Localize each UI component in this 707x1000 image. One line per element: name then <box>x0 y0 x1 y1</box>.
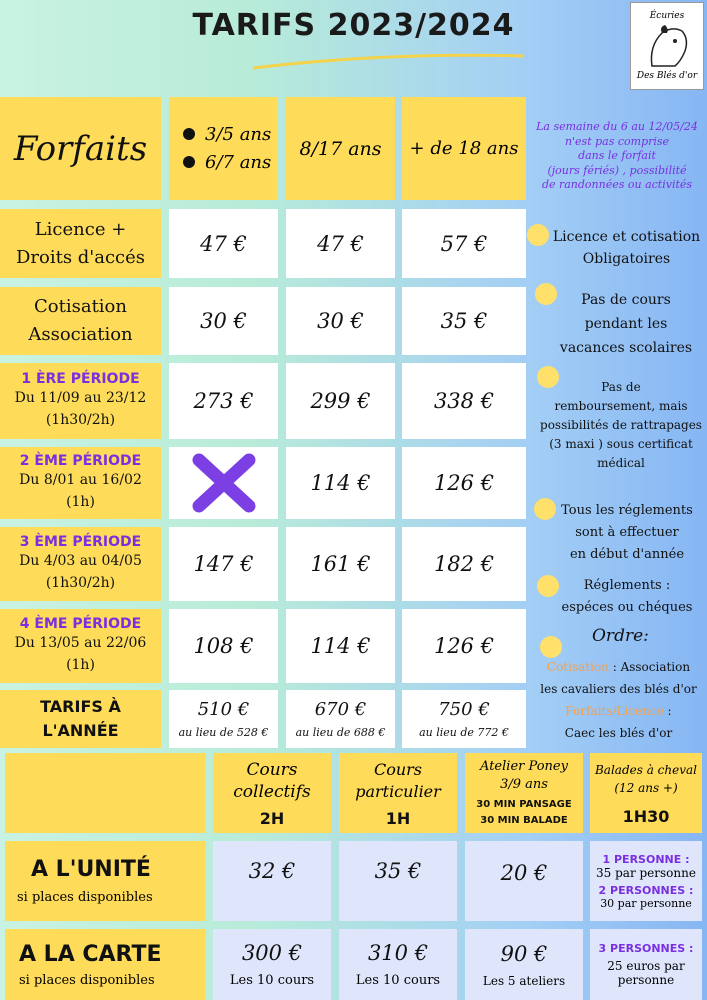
cotisation-label <box>0 287 161 355</box>
balade-title: 1 PERSONNE : <box>602 852 690 866</box>
course-header-line: (12 ans +) <box>614 780 678 795</box>
card-detail: Les 10 cours <box>355 973 441 988</box>
note-line: sont à effectuer <box>575 525 679 540</box>
top-note-line: La semaine du 6 au 12/05/24 <box>536 120 698 133</box>
title-underline <box>248 50 528 74</box>
card-price-collectifs <box>213 929 331 1000</box>
price: 299 € <box>310 389 371 413</box>
bullet-dot-icon <box>540 636 562 658</box>
unit-price-collectifs <box>213 841 331 921</box>
period-1-price-3 <box>402 363 526 439</box>
card-subtitle: si places disponibles <box>19 972 155 988</box>
annual-price-2 <box>286 690 395 748</box>
top-note <box>527 120 707 193</box>
note-line: Pas de cours <box>581 292 671 308</box>
original-price: au lieu de 688 € <box>295 726 386 739</box>
note-line: Obligatoires <box>582 251 671 267</box>
period-2-price-3 <box>402 447 526 519</box>
unit-price-balades <box>590 841 702 921</box>
licence-price-2 <box>286 209 395 278</box>
order-cotisation-line2: les cavaliers des blés d'or <box>540 682 697 696</box>
course-header-particulier <box>339 753 457 833</box>
age-group-2 <box>286 97 395 200</box>
side-note-1 <box>546 226 707 270</box>
price: 338 € <box>433 389 495 413</box>
unit-label <box>5 841 205 921</box>
cotisation-price-2 <box>286 287 395 355</box>
note-line: Réglements : <box>583 578 671 593</box>
price: 108 € <box>193 634 254 658</box>
original-price: au lieu de 772 € <box>419 726 509 739</box>
course-header-line: 30 MIN BALADE <box>480 814 568 826</box>
price: 30 € <box>317 309 364 333</box>
period-dates: Du 11/09 au 23/12 <box>14 390 147 406</box>
course-header-line: Cours <box>373 759 423 779</box>
cross-icon <box>189 452 259 514</box>
original-price: au lieu de 528 € <box>178 726 269 739</box>
top-note-line: dans le forfait <box>578 149 656 162</box>
note-line: espéces ou chéques <box>561 600 693 615</box>
price: 20 € <box>500 861 548 885</box>
card-price-atelier <box>465 929 583 1000</box>
licence-label <box>0 209 161 278</box>
bullet-icon <box>183 156 195 168</box>
cotisation-price-3 <box>402 287 526 355</box>
price: 35 € <box>374 859 422 883</box>
cotisation-price-1 <box>169 287 278 355</box>
unit-price-particulier <box>339 841 457 921</box>
course-header-line: 30 MIN PANSAGE <box>476 798 572 810</box>
licence-price-3 <box>402 209 526 278</box>
course-header-atelier <box>465 753 583 833</box>
price: 310 € <box>367 941 429 965</box>
price: 126 € <box>433 471 495 495</box>
age-group-1 <box>169 97 278 200</box>
unit-title: A L'UNITÉ <box>31 857 151 882</box>
course-header-balades <box>590 753 702 833</box>
licence-label-line1: Licence + <box>34 218 127 240</box>
annual-label-line2: L'ANNÉE <box>42 721 119 740</box>
note-line: en début d'année <box>569 547 685 562</box>
note-line: (3 maxi ) sous certificat <box>549 437 693 451</box>
period-3-price-3 <box>402 527 526 601</box>
card-price-particulier <box>339 929 457 1000</box>
balade-title: 3 PERSONNES : <box>598 942 694 955</box>
period-1-price-1 <box>169 363 278 439</box>
period-4-label <box>0 609 161 683</box>
period-3-price-2 <box>286 527 395 601</box>
annual-price-1 <box>169 690 278 748</box>
order-cotisation-label: Cotisation <box>546 660 609 674</box>
annual-label-line1: TARIFS À <box>40 697 121 716</box>
price: 510 € <box>197 699 250 720</box>
bullet-icon <box>183 128 195 140</box>
forfaits-header <box>0 97 161 200</box>
logo-text-top: Écuries <box>649 11 685 21</box>
period-1-label <box>0 363 161 439</box>
note-line: vacances scolaires <box>559 340 693 356</box>
course-header-duration: 1H <box>385 808 411 828</box>
price: 161 € <box>310 552 371 576</box>
side-note-3 <box>535 378 707 473</box>
unit-subtitle: si places disponibles <box>17 890 153 905</box>
side-note-4 <box>557 500 697 566</box>
price: 90 € <box>500 941 548 966</box>
card-detail: Les 5 ateliers <box>482 973 566 988</box>
period-title: 2 ÈME PÉRIODE <box>19 453 142 469</box>
note-line: Licence et cotisation <box>552 229 701 245</box>
period-4-price-1 <box>169 609 278 683</box>
age-group-1a: 3/5 ans <box>205 123 272 145</box>
top-note-line: n'est pas comprise <box>564 134 670 148</box>
price: 57 € <box>440 231 488 256</box>
period-duration: (1h) <box>66 657 95 673</box>
course-header-line: Atelier Poney <box>480 758 568 774</box>
top-note-line: (jours fériés) , possibilité <box>547 163 687 177</box>
age-group-2-label: 8/17 ans <box>299 137 382 160</box>
card-title: A LA CARTE <box>19 941 162 967</box>
unit-price-atelier <box>465 841 583 921</box>
period-2-price-2 <box>286 447 395 519</box>
period-dates: Du 4/03 au 04/05 <box>19 553 142 569</box>
note-line: pendant les <box>584 316 668 332</box>
period-title: 4 ÈME PÉRIODE <box>19 616 142 632</box>
order-block <box>530 656 707 744</box>
card-price-balades <box>590 929 702 1000</box>
period-4-price-2 <box>286 609 395 683</box>
price: 126 € <box>433 634 495 658</box>
price: 47 € <box>317 231 364 256</box>
period-title: 1 ÈRE PÉRIODE <box>21 371 140 387</box>
age-group-3-label: + de 18 ans <box>409 138 519 159</box>
price: 273 € <box>193 389 254 413</box>
card-detail: Les 10 cours <box>229 973 315 988</box>
period-1-price-2 <box>286 363 395 439</box>
order-forfaits-text: : <box>663 704 672 718</box>
note-line: possibilités de rattrapages <box>540 418 702 432</box>
price: 114 € <box>310 471 371 495</box>
cotisation-label-line2: Association <box>28 324 133 345</box>
balade-text: 35 par personne <box>596 865 696 880</box>
logo <box>630 2 704 90</box>
period-2-price-1 <box>169 447 278 519</box>
order-forfaits-label: Forfaits/Licence <box>565 704 664 718</box>
note-line: remboursement, mais <box>554 399 688 413</box>
price: 114 € <box>310 634 371 658</box>
balade-text: 30 par personne <box>600 896 692 910</box>
card-label <box>5 929 205 1000</box>
period-duration: (1h) <box>66 494 95 510</box>
note-line: Tous les réglements <box>561 503 693 518</box>
period-4-price-3 <box>402 609 526 683</box>
course-header-line: collectifs <box>233 781 311 802</box>
period-2-label <box>0 447 161 519</box>
side-note-2 <box>556 288 696 360</box>
price: 300 € <box>241 941 303 965</box>
forfaits-title: Forfaits <box>13 128 148 169</box>
licence-label-line2: Droits d'accés <box>15 246 146 268</box>
period-dates: Du 8/01 au 16/02 <box>19 472 142 488</box>
course-header-line: 3/9 ans <box>500 776 548 792</box>
course-header-line: Balades à cheval <box>594 762 697 777</box>
top-note-line: de randonnées ou activités <box>541 178 693 191</box>
price: 47 € <box>200 231 247 256</box>
price: 32 € <box>248 859 296 883</box>
balade-text: personne <box>617 973 675 987</box>
price: 147 € <box>193 552 254 576</box>
note-line: Pas de <box>601 380 641 394</box>
order-forfaits-line2: Caec les blés d'or <box>564 726 673 740</box>
period-duration: (1h30/2h) <box>45 575 116 591</box>
bullet-dot-icon <box>535 283 557 305</box>
balade-text: 25 euros par <box>607 959 685 973</box>
age-group-1b: 6/7 ans <box>205 151 272 173</box>
course-header-line: particulier <box>355 781 441 801</box>
price: 670 € <box>314 699 367 720</box>
annual-price-3 <box>402 690 526 748</box>
side-note-5 <box>552 575 702 619</box>
horse-icon <box>637 21 697 71</box>
price: 30 € <box>200 309 247 333</box>
order-title: Ordre: <box>592 626 649 646</box>
period-dates: Du 13/05 au 22/06 <box>14 635 147 651</box>
price: 750 € <box>438 699 490 720</box>
age-group-3 <box>402 97 526 200</box>
course-header-collectifs <box>213 753 331 833</box>
order-cotisation-text: : Association <box>608 660 691 674</box>
period-3-label <box>0 527 161 601</box>
course-header-line: Cours <box>246 759 298 780</box>
period-3-price-1 <box>169 527 278 601</box>
licence-price-1 <box>169 209 278 278</box>
page-title: TARIFS 2023/2024 <box>192 8 515 43</box>
bullet-dot-icon <box>534 498 556 520</box>
period-title: 3 ÈME PÉRIODE <box>19 534 142 550</box>
course-header-duration: 2H <box>259 808 285 828</box>
price: 35 € <box>440 309 488 333</box>
period-duration: (1h30/2h) <box>45 412 116 428</box>
logo-text-bottom: Des Blés d'or <box>636 71 698 81</box>
courses-header-blank <box>5 753 205 833</box>
annual-label <box>0 690 161 748</box>
balade-title: 2 PERSONNES : <box>598 883 694 897</box>
cotisation-label-line1: Cotisation <box>34 296 127 317</box>
note-line: médical <box>597 456 645 470</box>
course-header-duration: 1H30 <box>622 806 670 826</box>
price: 182 € <box>433 552 495 576</box>
